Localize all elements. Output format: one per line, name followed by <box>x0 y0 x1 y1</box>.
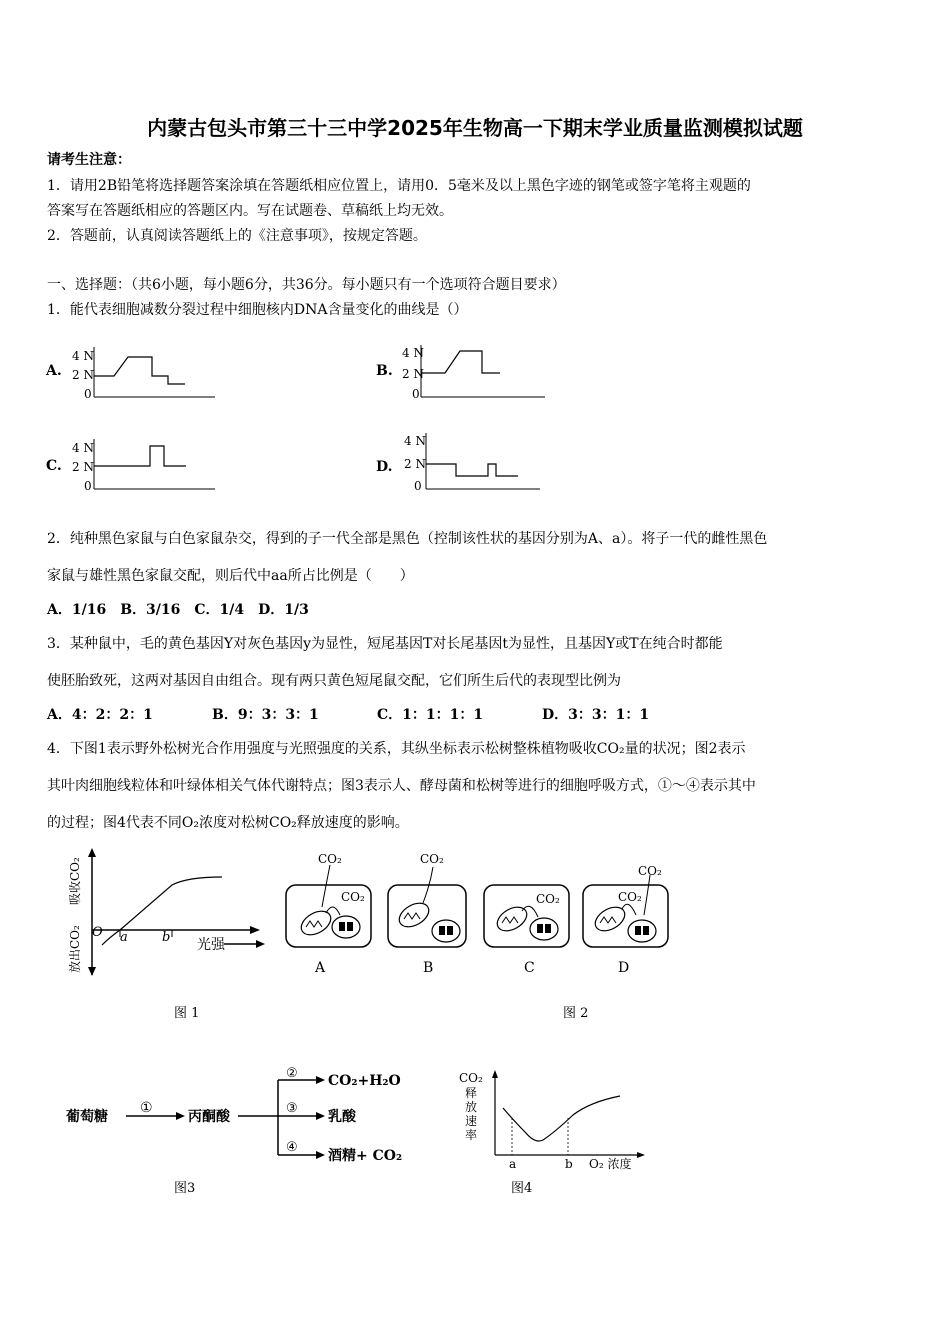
q3-option-a: A．4：2：2：1 <box>47 707 153 723</box>
notice-item1-line2: 答案写在答题纸相应的答题区内。写在试题卷、草稿纸上均无效。 <box>47 203 453 219</box>
q1-d-y2: 2 N <box>404 457 426 471</box>
q1-a-y0: 0 <box>84 387 92 401</box>
fig1-label-b: b <box>162 930 171 945</box>
q1-c-y0: 0 <box>84 479 92 493</box>
fig2-caption: 图 2 <box>563 1006 589 1021</box>
fig1-yaxis-arrow-up <box>88 848 96 857</box>
fig3-pyruvate: 丙酮酸 <box>188 1109 230 1125</box>
fig4-ylabel-char1: 释 <box>465 1086 478 1100</box>
fig2-cell-a <box>286 852 371 947</box>
fig4-label-a: a <box>509 1157 517 1171</box>
figure-4 <box>455 1060 655 1200</box>
figure-3 <box>60 1055 430 1200</box>
q3-option-b: B．9：3：3：1 <box>212 707 319 723</box>
fig2-label-a: A <box>315 960 326 976</box>
notice-item2: 2．答题前，认真阅读答题纸上的《注意事项》，按规定答题。 <box>47 228 427 244</box>
q1-c-y2: 2 N <box>72 460 94 474</box>
q1-b-y0: 0 <box>412 387 420 401</box>
q3-option-d: D．3：3：1：1 <box>542 707 650 723</box>
q1-a-y4: 4 N <box>72 349 94 363</box>
q3-line2: 使胚胎致死，这两对基因自由组合。现有两只黄色短尾鼠交配，它们所生后代的表现型比例为 <box>47 673 621 689</box>
fig1-ylabel-bottom: 放出CO₂ <box>68 925 82 973</box>
fig2-label-d: D <box>618 960 630 976</box>
figure-2 <box>278 845 678 1025</box>
fig1-xaxis-arrow <box>250 926 260 934</box>
q1-label-b: B. <box>376 363 393 379</box>
q1-graphs <box>40 335 600 500</box>
svg-text:CO₂: CO₂ <box>318 852 342 866</box>
page-title: 内蒙古包头市第三十三中学2025年生物高一下期末学业质量监测模拟试题 <box>147 116 803 140</box>
fig1-ylabel-top: 吸收CO₂ <box>68 857 82 905</box>
fig3-step3: ③ <box>286 1101 298 1116</box>
fig2-cell-c <box>484 885 569 947</box>
q1-stem: 1．能代表细胞减数分裂过程中细胞核内DNA含量变化的曲线是（） <box>47 302 468 318</box>
fig4-curve <box>503 1096 620 1141</box>
q1-c-curve <box>94 446 186 466</box>
q1-d-curve <box>426 464 518 476</box>
fig4-caption: 图4 <box>511 1181 533 1196</box>
q1-label-c: C. <box>46 458 62 474</box>
fig4-yaxis-arrow <box>492 1070 498 1078</box>
fig1-xlabel-arrowhead <box>256 940 265 948</box>
notice-heading: 请考生注意： <box>47 152 131 168</box>
fig4-ylabel-char3: 速 <box>465 1114 478 1128</box>
q3-option-c: C．1：1：1：1 <box>377 707 484 723</box>
fig3-arrow3-head <box>316 1112 325 1120</box>
q1-label-a: A. <box>46 363 62 379</box>
fig4-ylabel-co2: CO₂ <box>459 1071 483 1085</box>
q1-a-curve <box>94 357 185 384</box>
fig3-product4: 酒精+ CO₂ <box>328 1148 403 1164</box>
q4-line3: 的过程；图4代表不同O₂浓度对松树CO₂释放速度的影响。 <box>47 815 409 831</box>
fig4-label-b: b <box>565 1157 573 1171</box>
q1-b-y4: 4 N <box>402 346 424 360</box>
fig3-step2: ② <box>286 1066 298 1081</box>
fig1-label-a: a <box>120 930 128 945</box>
fig3-product3: 乳酸 <box>328 1109 356 1125</box>
svg-text:CO₂: CO₂ <box>420 852 444 866</box>
fig1-yaxis-arrow-down <box>88 967 96 976</box>
fig3-caption: 图3 <box>174 1181 196 1196</box>
q1-d-y4: 4 N <box>404 434 426 448</box>
q2-options: A．1/16 B．3/16 C．1/4 D．1/3 <box>47 602 309 618</box>
q2-line2: 家鼠与雄性黑色家鼠交配，则后代中aa所占比例是（ ） <box>47 568 414 584</box>
q1-b-y2: 2 N <box>402 367 424 381</box>
fig4-xaxis-arrow <box>637 1152 645 1158</box>
svg-text:CO₂: CO₂ <box>618 890 642 904</box>
fig3-glucose: 葡萄糖 <box>66 1109 108 1125</box>
q1-d-y0: 0 <box>414 479 422 493</box>
fig3-product2: CO₂+H₂O <box>328 1073 401 1089</box>
fig3-arrow2-head <box>316 1076 325 1084</box>
fig2-cell-d <box>583 864 668 947</box>
svg-text:CO₂: CO₂ <box>341 890 365 904</box>
fig1-caption: 图 1 <box>174 1006 200 1021</box>
fig4-xlabel: O₂ 浓度 <box>589 1157 632 1171</box>
fig2-label-b: B <box>423 960 434 976</box>
fig3-step4: ④ <box>286 1140 298 1155</box>
fig1-xlabel: 光强 <box>197 937 225 953</box>
fig3-arrow1-head <box>176 1112 185 1120</box>
fig2-label-c: C <box>524 960 535 976</box>
q4-line1: 4．下图1表示野外松树光合作用强度与光照强度的关系，其纵坐标表示松树整株植物吸收CO₂量的状况；图2表示 <box>47 741 746 757</box>
fig4-ylabel-char2: 放 <box>465 1100 478 1114</box>
q4-line2: 其叶肉细胞线粒体和叶绿体相关气体代谢特点；图3表示人、酵母菌和松树等进行的细胞呼吸方式，①～④表示其中 <box>47 778 756 794</box>
fig2-cell-b <box>388 852 466 947</box>
section-heading: 一、选择题：（共6小题，每小题6分，共36分。每小题只有一个选项符合题目要求） <box>47 277 566 293</box>
fig4-ylabel-char4: 率 <box>465 1128 478 1142</box>
fig3-arrow4-head <box>316 1151 325 1159</box>
svg-text:CO₂: CO₂ <box>536 892 560 906</box>
fig1-origin: O <box>92 925 103 940</box>
fig3-step1: ① <box>140 1100 153 1116</box>
svg-text:CO₂: CO₂ <box>638 864 662 878</box>
q1-c-y4: 4 N <box>72 441 94 455</box>
q1-b-curve <box>421 351 500 373</box>
q2-line1: 2．纯种黑色家鼠与白色家鼠杂交，得到的子一代全部是黑色（控制该性状的基因分别为A、a）。将子一代的雌性黑色 <box>47 531 768 547</box>
q3-line1: 3．某种鼠中，毛的黄色基因Y对灰色基因y为显性，短尾基因T对长尾基因t为显性，且基因Y或T在纯合时都能 <box>47 636 723 652</box>
figure-1 <box>62 845 277 1025</box>
q1-label-d: D. <box>376 459 393 475</box>
notice-item1-line1: 1．请用2B铅笔将选择题答案涂填在答题纸相应位置上，请用0．5毫米及以上黑色字迹的钢笔或签字笔将主观题的 <box>47 178 751 194</box>
q1-a-y2: 2 N <box>72 368 94 382</box>
